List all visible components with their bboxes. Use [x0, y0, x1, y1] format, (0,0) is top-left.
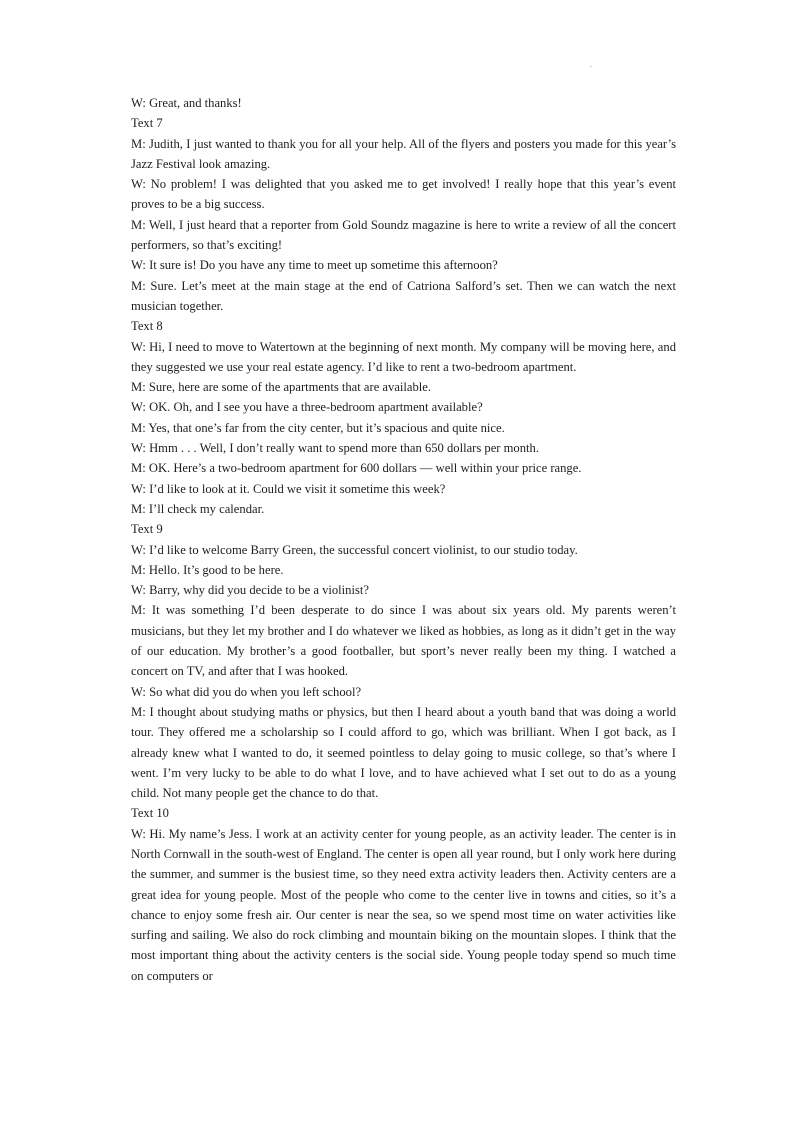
transcript-para: M: Judith, I just wanted to thank you for all your help. All of the flyers and posters you made for this year’s Jazz Festival look amazing. [131, 136, 676, 171]
transcript-line: M: OK. Here’s a two-bedroom apartment for 600 dollars — well within your price range. [131, 461, 582, 476]
transcript-para: M: Well, I just heard that a reporter from Gold Soundz magazine is here to write a review of all the concert performers, so that’s exciting! [131, 217, 676, 253]
transcript-para: M: I thought about studying maths or physics, but then I heard about a youth band that was doing a world tour. They offered me a scholarship so I could afford to go, which was brilliant. When I got back, as I already knew what I wanted to do, it seemed pointless to delay going to music college, so that’s where I went. I’m very lucky to be able to do what I love, and to have achieved what I set out to do as a young child. Not many people get the chance to do that. [131, 704, 676, 801]
transcript-line: W: It sure is! Do you have any time to meet up sometime this afternoon? [131, 258, 498, 273]
transcript-line: M: Yes, that one’s far from the city center, but it’s spacious and quite nice. [131, 420, 505, 435]
section-heading: Text 9 [131, 522, 163, 537]
section-heading: Text 10 [131, 806, 169, 821]
transcript-line: W: I’d like to welcome Barry Green, the successful concert violinist, to our studio today. [131, 542, 578, 557]
transcript-body [131, 93, 676, 986]
section-heading: Text 7 [131, 116, 163, 131]
transcript-para: M: It was something I’d been desperate to do since I was about six years old. My parents weren’t musicians, but they let my brother and I do whatever we liked as hobbies, as long as it didn’t get in the way of our education. My brother’s a good footballer, but sport’s never really been my thing. I watched a concert on TV, and after that I was hooked. [131, 603, 676, 679]
transcript-line: W: Hmm . . . Well, I don’t really want to spend more than 650 dollars per month. [131, 441, 539, 456]
transcript-line: M: Sure, here are some of the apartments that are available. [131, 380, 432, 395]
transcript-line: W: Barry, why did you decide to be a violinist? [131, 583, 369, 598]
transcript-line: W: OK. Oh, and I see you have a three-bedroom apartment available? [131, 400, 483, 415]
transcript-para: M: Sure. Let’s meet at the main stage at the end of Catriona Salford’s set. Then we can watch the next musician together. [131, 278, 676, 313]
transcript-para: W: Hi, I need to move to Watertown at the beginning of next month. My company will be moving here, and they suggested we use your real estate agency. I’d like to rent a two-bedroom apartment. [131, 339, 676, 374]
transcript-line: M: Hello. It’s good to be here. [131, 562, 284, 577]
corner-mark: . [590, 60, 592, 69]
section-heading: Text 8 [131, 319, 163, 334]
transcript-line: W: Great, and thanks! [131, 96, 242, 110]
transcript-line: W: I’d like to look at it. Could we visit it sometime this week? [131, 481, 446, 496]
transcript-para: W: No problem! I was delighted that you asked me to get involved! I really hope that this year’s event proves to be a big success. [131, 177, 676, 212]
transcript-line: M: I’ll check my calendar. [131, 501, 265, 516]
transcript-para: W: Hi. My name’s Jess. I work at an activity center for young people, as an activity leader. The center is in North Cornwall in the south-west of England. The center is open all year round, but I only work here during the summer, and summer is the busiest time, so they need extra activity leaders then. Activity centers are a great idea for young people. Most of the people who come to the center live in towns and cities, so it’s a chance to enjoy some fresh air. Our center is near the sea, so we spend most time on water activities like surfing and sailing. We also do rock climbing and mountain biking on the mountain slopes. I think that the most important thing about the activity centers is the social side. Young people today spend so much time on computers or [131, 826, 676, 983]
transcript-line: W: So what did you do when you left school? [131, 684, 362, 699]
